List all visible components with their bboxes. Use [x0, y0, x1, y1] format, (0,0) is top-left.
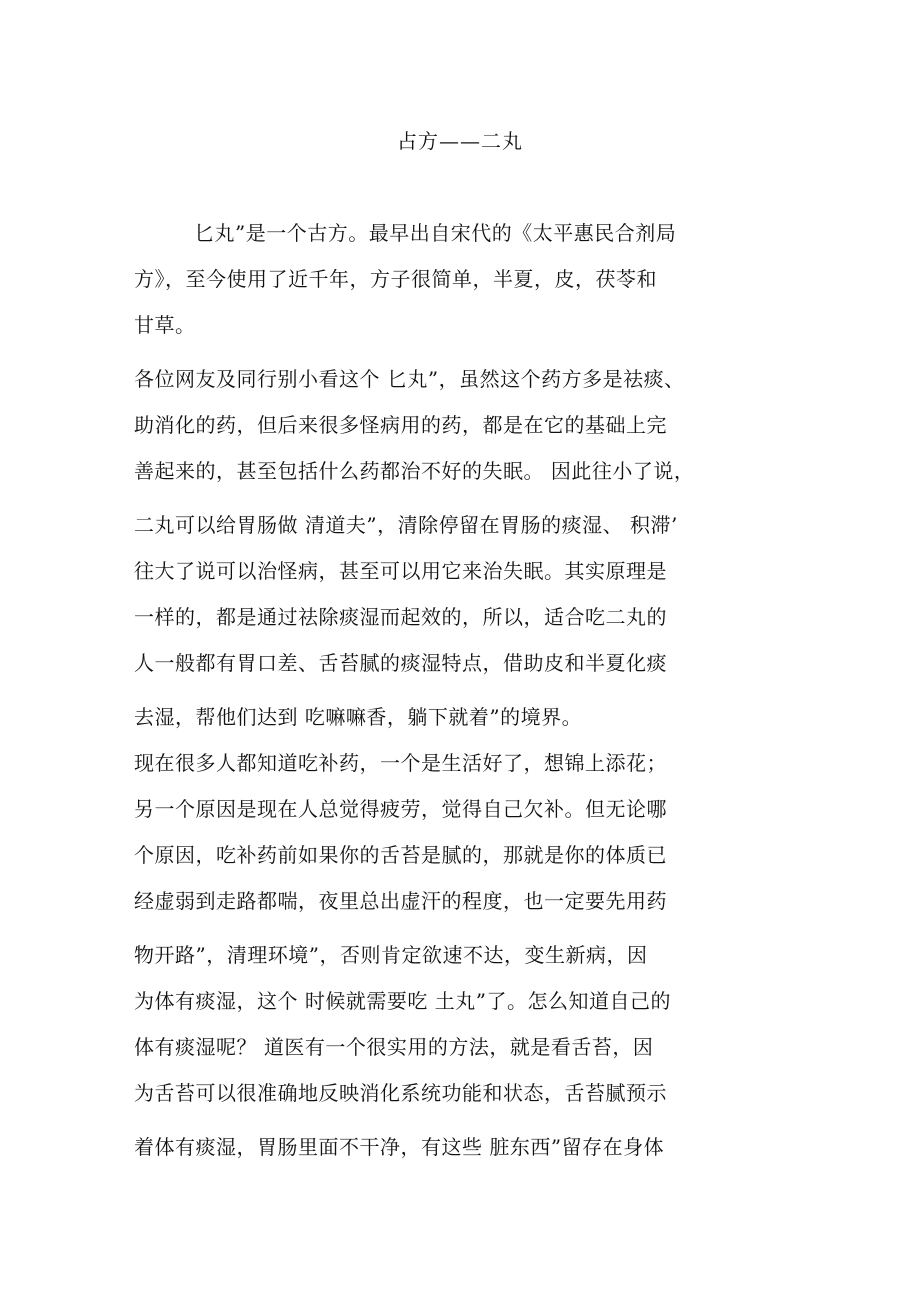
text-line-5: 助消化的药，但后来很多怪病用的药，都是在它的基础上完	[134, 413, 667, 437]
document-title: 占方——二丸	[397, 129, 523, 153]
text-line-6: 善起来的，甚至包括什么药都治不好的失眠。 因此往小了说，	[134, 459, 695, 483]
text-line-12: 现在很多人都知道吃补药，一个是生活好了，想锦上添花；	[134, 751, 667, 775]
text-line-1: 匕丸”是一个古方。最早出自宋代的《太平惠民合剂局	[194, 221, 677, 245]
text-line-10: 人一般都有胃口差、舌苔腻的痰湿特点，借助皮和半夏化痰	[134, 651, 667, 675]
text-line-20: 着体有痰湿，胃肠里面不干净，有这些 脏东西”留存在身体	[134, 1135, 665, 1159]
text-line-17: 为体有痰湿，这个 时候就需要吃 土丸”了。怎么知道自己的	[134, 989, 671, 1013]
text-line-14: 个原因，吃补药前如果你的舌苔是腻的，那就是你的体质已	[134, 843, 667, 867]
text-line-16: 物开路”，清理环境”，否则肯定欲速不达，变生新病，因	[134, 943, 648, 967]
text-line-11: 去湿，帮他们达到 吃嘛嘛香，躺下就着”的境界。	[134, 705, 583, 729]
text-line-18: 体有痰湿呢？ 道医有一个很实用的方法，就是看舌苔，因	[134, 1035, 654, 1059]
text-line-2: 方》，至今使用了近千年，方子很简单，半夏，皮，茯苓和	[134, 267, 657, 291]
text-line-4: 各位网友及同行别小看这个 匕丸”，虽然这个药方多是祛痰、	[134, 367, 685, 391]
text-line-13: 另一个原因是现在人总觉得疲劳，觉得自己欠补。但无论哪	[134, 797, 667, 821]
text-line-15: 经虚弱到走路都喘，夜里总出虚汗的程度，也一定要先用药	[134, 889, 667, 913]
text-line-9: 一样的，都是通过祛除痰湿而起效的，所以，适合吃二丸的	[134, 605, 667, 629]
text-line-7: 二丸可以给胃肠做 清道夫”，清除停留在胃肠的痰湿、 积滞’	[134, 513, 678, 537]
text-line-8: 往大了说可以治怪病，甚至可以用它来治失眠。其实原理是	[134, 559, 667, 583]
text-line-3: 甘草。	[134, 313, 196, 337]
text-line-19: 为舌苔可以很准确地反映消化系统功能和状态，舌苔腻预示	[134, 1081, 667, 1105]
